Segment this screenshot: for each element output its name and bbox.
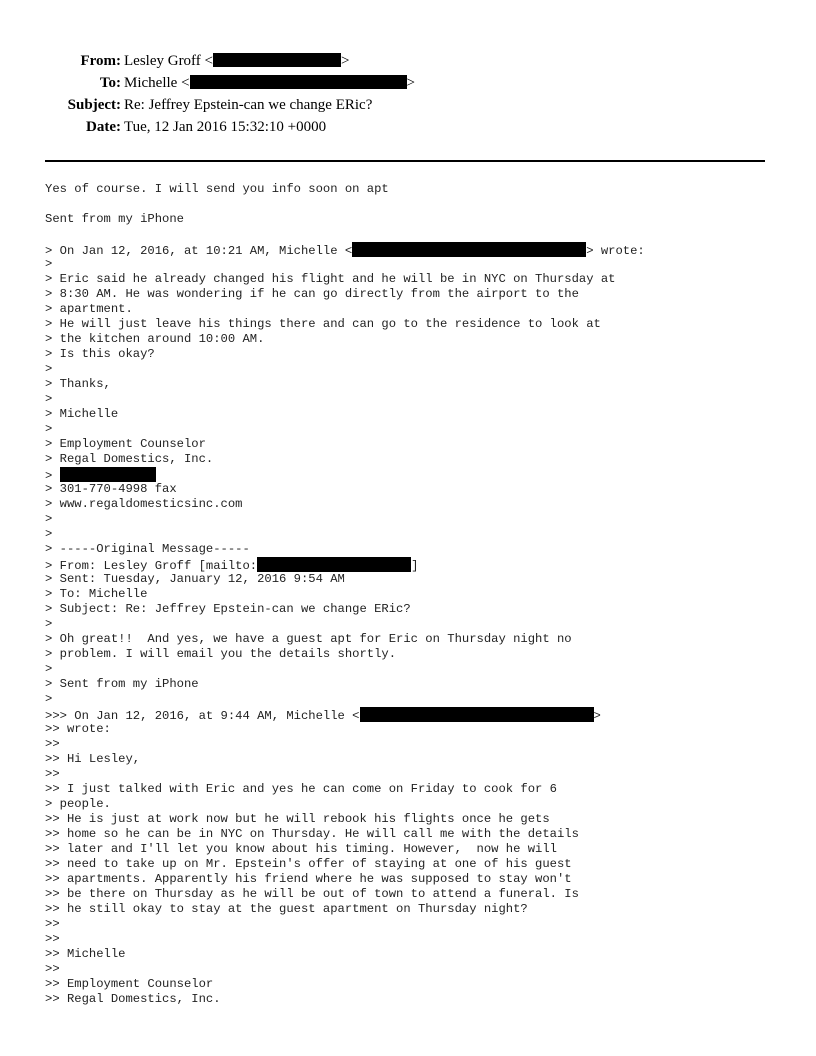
body-line: >> home so he can be in NYC on Thursday. He will call me with the details — [45, 827, 579, 841]
body-line: > — [45, 512, 53, 526]
date-label: Date: — [86, 119, 121, 135]
body-line: >> — [45, 917, 60, 931]
body-line: >> wrote: — [45, 722, 111, 736]
quoted-from-end: ] — [411, 559, 419, 573]
redaction-box — [257, 557, 411, 572]
redaction-box — [60, 467, 156, 482]
body-line: >> he still okay to stay at the guest apartment on Thursday night? — [45, 902, 528, 916]
body-line: > Eric said he already changed his flight and he will be in NYC on Thursday at — [45, 272, 616, 286]
quoted-header-end: > wrote: — [586, 244, 645, 258]
body-line: > — [45, 662, 53, 676]
body-line — [45, 197, 785, 212]
body-line: > — [45, 257, 53, 271]
body-line: > Oh great!! And yes, we have a guest apt for Eric on Thursday night no — [45, 632, 572, 646]
body-line: >> Michelle — [45, 947, 126, 961]
date-value: Tue, 12 Jan 2016 15:32:10 +0000 — [124, 119, 327, 135]
subject-value: Re: Jeffrey Epstein-can we change ERic? — [124, 97, 373, 113]
body-line: > — [45, 617, 53, 631]
body-line: > people. — [45, 797, 111, 811]
to-name: Michelle < — [124, 75, 190, 91]
redaction-box — [190, 75, 407, 89]
body-line: > Sent: Tuesday, January 12, 2016 9:54 AM — [45, 572, 345, 586]
date-row — [0, 116, 816, 138]
redaction-box — [360, 707, 594, 722]
email-header — [0, 50, 816, 138]
body-line: >> Regal Domestics, Inc. — [45, 992, 221, 1006]
quoted-from-start: > From: Lesley Groff [mailto: — [45, 559, 258, 573]
body-line: > www.regaldomesticsinc.com — [45, 497, 243, 511]
body-line: >> need to take up on Mr. Epstein's offer of staying at one of his guest — [45, 857, 572, 871]
email-body — [45, 182, 785, 1007]
body-line: Sent from my iPhone — [45, 212, 184, 226]
from-label: From: — [80, 53, 121, 69]
body-line: > He will just leave his things there and can go to the residence to look at — [45, 317, 601, 331]
header-divider — [45, 160, 765, 162]
body-line: > Subject: Re: Jeffrey Epstein-can we change ERic? — [45, 602, 411, 616]
body-line: >> — [45, 962, 60, 976]
quoted-header-start: > On Jan 12, 2016, at 10:21 AM, Michelle < — [45, 244, 353, 258]
to-row — [0, 72, 816, 94]
body-line: > — [45, 692, 53, 706]
body-line: >> — [45, 737, 60, 751]
body-line: > 8:30 AM. He was wondering if he can go directly from the airport to the — [45, 287, 579, 301]
body-line: >> Hi Lesley, — [45, 752, 141, 766]
body-line: >> I just talked with Eric and yes he can come on Friday to cook for 6 — [45, 782, 557, 796]
quoted-header-end: > — [593, 709, 601, 723]
body-line: > -----Original Message----- — [45, 542, 250, 556]
from-name: Lesley Groff < — [124, 53, 213, 69]
subject-label: Subject: — [67, 97, 121, 113]
redaction-box — [352, 242, 586, 257]
from-row — [0, 50, 816, 72]
to-label: To: — [99, 75, 121, 91]
body-line: >> He is just at work now but he will rebook his flights once he gets — [45, 812, 550, 826]
from-close: > — [341, 53, 350, 69]
redaction-box — [213, 53, 341, 67]
body-line: > — [45, 422, 53, 436]
body-line: Yes of course. I will send you info soon on apt — [45, 182, 389, 196]
quoted-header-line — [45, 242, 785, 257]
body-line: > Regal Domestics, Inc. — [45, 452, 214, 466]
body-line: >> — [45, 932, 60, 946]
body-line: > Sent from my iPhone — [45, 677, 199, 691]
from-value — [124, 50, 349, 72]
to-value — [124, 72, 415, 94]
body-line: > Is this okay? — [45, 347, 155, 361]
body-line: >> later and I'll let you know about his timing. However, now he will — [45, 842, 557, 856]
quoted-from-line — [45, 557, 785, 572]
body-line: > the kitchen around 10:00 AM. — [45, 332, 265, 346]
quote-marker: > — [45, 469, 60, 483]
body-line: > Thanks, — [45, 377, 111, 391]
body-line: > Michelle — [45, 407, 119, 421]
body-line — [45, 227, 785, 242]
body-line: > — [45, 527, 53, 541]
body-line: >> apartments. Apparently his friend where he was supposed to stay won't — [45, 872, 572, 886]
quoted-header-line — [45, 707, 785, 722]
body-line: >> — [45, 767, 60, 781]
body-line: > problem. I will email you the details shortly. — [45, 647, 397, 661]
redacted-line — [45, 467, 785, 482]
body-line: >> Employment Counselor — [45, 977, 214, 991]
body-line: > To: Michelle — [45, 587, 148, 601]
body-line: > — [45, 362, 53, 376]
body-line: > 301-770-4998 fax — [45, 482, 177, 496]
body-line: >> be there on Thursday as he will be out of town to attend a funeral. Is — [45, 887, 579, 901]
quoted-header-start: >>> On Jan 12, 2016, at 9:44 AM, Michelle < — [45, 709, 360, 723]
body-line: > apartment. — [45, 302, 133, 316]
body-line: > — [45, 392, 53, 406]
to-close: > — [406, 75, 415, 91]
subject-row — [0, 94, 816, 116]
body-line: > Employment Counselor — [45, 437, 206, 451]
